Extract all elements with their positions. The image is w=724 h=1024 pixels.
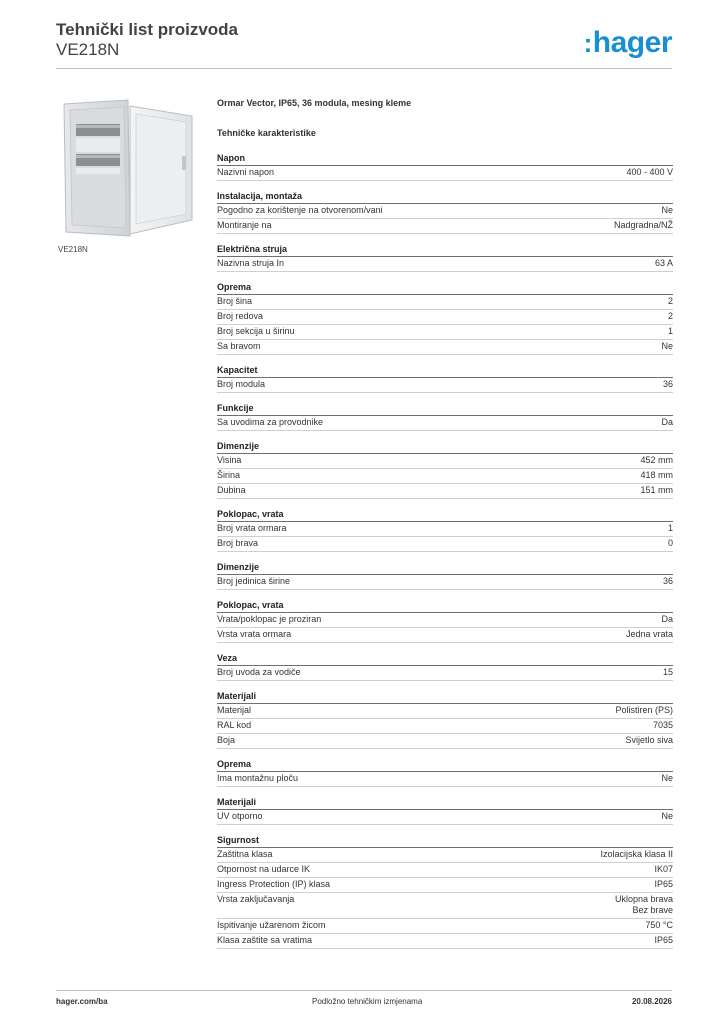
spec-row <box>217 340 673 355</box>
spec-label: Broj redova <box>217 311 264 321</box>
spec-value: Izolacijska klasa II <box>600 849 673 859</box>
spec-section <box>217 796 673 825</box>
spec-value: Jedna vrata <box>625 629 673 639</box>
spec-label: Visina <box>217 455 242 465</box>
spec-value: 36 <box>662 379 673 389</box>
section-title: Sigurnost <box>217 834 673 848</box>
spec-section <box>217 834 673 949</box>
section-title: Dimenzije <box>217 440 673 454</box>
image-caption: VE218N <box>58 245 88 254</box>
spec-row <box>217 719 673 734</box>
section-title: Oprema <box>217 281 673 295</box>
section-title: Veza <box>217 652 673 666</box>
spec-value: Da <box>661 614 673 624</box>
spec-label: Broj vrata ormara <box>217 523 287 533</box>
spec-label: Broj sekcija u širinu <box>217 326 295 336</box>
spec-label: Ingress Protection (IP) klasa <box>217 879 331 889</box>
spec-value: Ne <box>661 205 673 215</box>
spec-sections <box>217 152 673 949</box>
section-title: Materijali <box>217 690 673 704</box>
spec-value: 1 <box>667 523 673 533</box>
spec-row <box>217 863 673 878</box>
spec-value: 7035 <box>652 720 673 730</box>
spec-label: Ima montažnu ploču <box>217 773 299 783</box>
spec-row <box>217 537 673 552</box>
footer-website[interactable]: hager.com/ba <box>56 997 108 1006</box>
spec-label: Broj brava <box>217 538 259 548</box>
page-title: Tehnički list proizvoda <box>56 20 238 39</box>
section-title: Kapacitet <box>217 364 673 378</box>
spec-section <box>217 652 673 681</box>
spec-value: Da <box>661 417 673 427</box>
spec-value: Ne <box>661 811 673 821</box>
spec-label: Zaštitna klasa <box>217 849 273 859</box>
footer-date: 20.08.2026 <box>631 997 672 1006</box>
spec-label: Klasa zaštite sa vratima <box>217 935 313 945</box>
spec-row <box>217 484 673 499</box>
spec-row <box>217 204 673 219</box>
spec-label: Broj jedinica širine <box>217 576 291 586</box>
spec-value: IP65 <box>654 935 673 945</box>
spec-value: 2 <box>667 311 673 321</box>
spec-row <box>217 469 673 484</box>
spec-value: 151 mm <box>640 485 673 495</box>
section-title: Funkcije <box>217 402 673 416</box>
spec-value: IP65 <box>654 879 673 889</box>
spec-row <box>217 522 673 537</box>
spec-label: Montiranje na <box>217 220 272 230</box>
spec-row <box>217 454 673 469</box>
footer-divider <box>56 990 672 991</box>
spec-value: 15 <box>662 667 673 677</box>
section-title: Dimenzije <box>217 561 673 575</box>
hager-logo: :hager <box>583 26 672 59</box>
spec-value: Ne <box>661 341 673 351</box>
spec-row <box>217 219 673 234</box>
spec-section <box>217 402 673 431</box>
spec-value: 418 mm <box>640 470 673 480</box>
header-divider <box>56 68 672 69</box>
spec-section <box>217 281 673 355</box>
spec-label: Broj modula <box>217 379 266 389</box>
spec-value: 36 <box>662 576 673 586</box>
spec-row <box>217 378 673 393</box>
spec-value: 1 <box>667 326 673 336</box>
spec-value: Svijetlo siva <box>625 735 673 745</box>
spec-section <box>217 508 673 552</box>
spec-row <box>217 734 673 749</box>
spec-value: 63 A <box>654 258 673 268</box>
spec-section <box>217 364 673 393</box>
spec-row <box>217 878 673 893</box>
spec-row <box>217 919 673 934</box>
spec-value: 2 <box>667 296 673 306</box>
section-title: Materijali <box>217 796 673 810</box>
product-description: Ormar Vector, IP65, 36 modula, mesing kleme <box>217 98 412 108</box>
product-code: VE218N <box>56 40 120 59</box>
spec-value: Nadgradna/NŽ <box>613 220 673 230</box>
spec-label: Širina <box>217 470 241 480</box>
section-title: Napon <box>217 152 673 166</box>
spec-value: 0 <box>667 538 673 548</box>
spec-value: 452 mm <box>640 455 673 465</box>
spec-row <box>217 257 673 272</box>
spec-label: Sa bravom <box>217 341 261 351</box>
spec-sheet <box>217 97 673 958</box>
spec-row <box>217 628 673 643</box>
spec-label: Materijal <box>217 705 252 715</box>
spec-section <box>217 152 673 181</box>
spec-value: Uklopna brava Bez brave <box>614 894 673 915</box>
spec-label: Nazivna struja In <box>217 258 285 268</box>
section-title: Instalacija, montaža <box>217 190 673 204</box>
page-header <box>56 20 238 60</box>
spec-row <box>217 934 673 949</box>
section-title: Oprema <box>217 758 673 772</box>
spec-label: Vrata/poklopac je proziran <box>217 614 322 624</box>
spec-section <box>217 758 673 787</box>
spec-section <box>217 599 673 643</box>
spec-value: 400 - 400 V <box>626 167 673 177</box>
spec-value: Ne <box>661 773 673 783</box>
spec-row <box>217 893 673 919</box>
spec-label: Boja <box>217 735 236 745</box>
spec-section <box>217 561 673 590</box>
footer-disclaimer: Podložno tehničkim izmjenama <box>312 997 423 1006</box>
spec-section <box>217 190 673 234</box>
spec-label: Vrsta zaključavanja <box>217 894 295 904</box>
spec-label: Otpornost na udarce IK <box>217 864 311 874</box>
spec-row <box>217 704 673 719</box>
spec-label: Broj uvoda za vodiče <box>217 667 301 677</box>
tech-characteristics-heading: Tehničke karakteristike <box>217 128 316 138</box>
spec-label: Pogodno za korištenje na otvorenom/vani <box>217 205 383 215</box>
spec-label: RAL kod <box>217 720 252 730</box>
spec-row <box>217 848 673 863</box>
spec-label: Dubina <box>217 485 246 495</box>
spec-label: Broj šina <box>217 296 253 306</box>
spec-value: 750 °C <box>645 920 673 930</box>
section-title: Poklopac, vrata <box>217 599 673 613</box>
spec-label: Vrsta vrata ormara <box>217 629 292 639</box>
spec-row <box>217 416 673 431</box>
product-image <box>58 96 198 240</box>
spec-label: Nazivni napon <box>217 167 275 177</box>
spec-section <box>217 440 673 499</box>
spec-section <box>217 690 673 749</box>
spec-row <box>217 810 673 825</box>
section-title: Električna struja <box>217 243 673 257</box>
spec-row <box>217 666 673 681</box>
spec-label: Sa uvodima za provodnike <box>217 417 324 427</box>
spec-row <box>217 166 673 181</box>
section-title: Poklopac, vrata <box>217 508 673 522</box>
spec-label: Ispitivanje užarenom žicom <box>217 920 326 930</box>
spec-row <box>217 325 673 340</box>
spec-row <box>217 613 673 628</box>
spec-section <box>217 243 673 272</box>
spec-row <box>217 295 673 310</box>
spec-value: Polistiren (PS) <box>615 705 673 715</box>
spec-label: UV otporno <box>217 811 263 821</box>
spec-row <box>217 310 673 325</box>
spec-row <box>217 575 673 590</box>
spec-row <box>217 772 673 787</box>
spec-value: IK07 <box>654 864 673 874</box>
logo-text: hager <box>592 26 672 59</box>
